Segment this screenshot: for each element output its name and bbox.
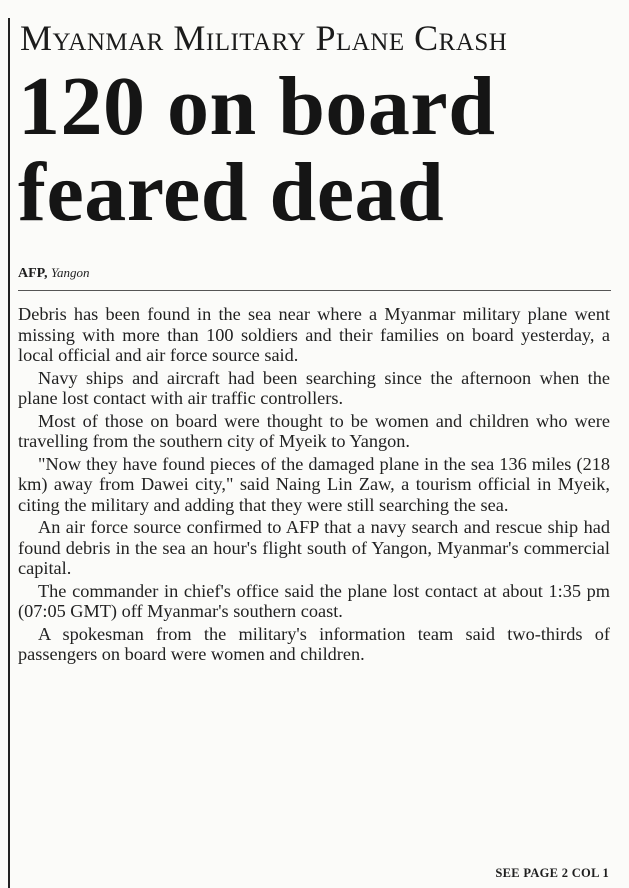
article-paragraph: The commander in chief's office said the plane lost contact at about 1:35 pm (07:05 GMT) off Myanmar's southern coast. [18,580,610,621]
article-paragraph: An air force source confirmed to AFP that a navy search and rescue ship had found debris in the sea an hour's flight south of Yangon, Myanmar's commercial capital. [18,517,610,578]
article-paragraph: Navy ships and aircraft had been searching since the afternoon when the plane lost contact with air traffic controllers. [18,367,610,408]
article-paragraph: A spokesman from the military's information team said two-thirds of passengers on board were women and children. [18,623,610,664]
column-rule [8,18,10,888]
byline-separator: , [43,266,48,281]
main-headline [18,60,618,239]
article-paragraph: "Now they have found pieces of the damaged plane in the sea 136 miles (218 km) away from Dawei city," said Naing Lin Zaw, a tourism official in Myeik, citing the military and adding that they were still searching the sea. [18,453,610,515]
continued-jump-line: SEE PAGE 2 COL 1 [495,866,609,880]
article-body [18,304,610,667]
article-paragraph: Most of those on board were thought to be women and children who were travelling from the southern city of Myeik to Yangon. [18,410,610,451]
byline-agency: AFP [18,266,44,281]
article-paragraph: Debris has been found in the sea near where a Myanmar military plane went missing with more than 100 soldiers and their families on board yesterday, a local official and air force source said. [18,304,610,365]
kicker-headline: Myanmar Military Plane Crash [20,18,508,58]
byline-divider [18,290,611,291]
headline-line-2: feared dead [18,146,445,239]
byline [18,264,89,283]
headline-line-1: 120 on board [18,60,496,153]
byline-place: Yangon [50,265,90,280]
